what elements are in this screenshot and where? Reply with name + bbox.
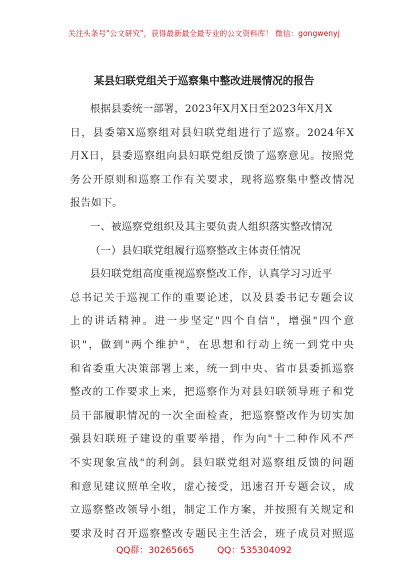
body-line: 总书记关于巡视工作的重要论述，以及县委书记专题会议 <box>70 291 354 304</box>
document-title: 某县妇联党组关于巡察集中整改进展情况的报告 <box>93 75 315 87</box>
body-line: 整改的工作要求上来，把巡察作为对县妇联领导班子和党 <box>70 386 354 399</box>
section-heading: 一、被巡察党组织及其主要负责人组织落实整改情况 <box>90 220 333 233</box>
body-line: 务公开原则和巡察工作有关要求，现将巡察集中整改情况 <box>70 173 354 186</box>
body-line: 识"，做到"两个维护"，在思想和行动上统一到党中央 <box>70 338 354 351</box>
body-line: 报告如下。 <box>70 197 123 210</box>
body-line: 根据县委统一部署，2023年X月X日至2023年X月X <box>90 103 333 115</box>
qq-number: QQ：535304092 <box>217 546 292 556</box>
body-line: 和省委重大决策部署上来，统一到中央、省市县委抓巡察 <box>70 362 354 375</box>
subsection-heading: （一）县妇联党组履行巡察整改主体责任情况 <box>90 244 301 257</box>
body-line: 不实现象宣战"的利剑。县妇联党组对巡察组反馈的问题 <box>70 456 354 469</box>
document-body <box>70 98 354 546</box>
body-line: 县妇联党组高度重视巡察整改工作，认真学习习近平 <box>90 268 333 281</box>
body-line: 强县妇联班子建设的重要举措，作为向"十二种作风不严 <box>70 433 354 446</box>
body-line: 和意见建议照单全收，虚心接受，迅速召开专题会议，成 <box>70 480 354 493</box>
qq-group: QQ群：30265665 <box>116 546 195 556</box>
footer-contact <box>0 543 408 556</box>
header-banner: 关注头条号"公文研究"，获得最新最全最专业的公文资料库！ 微信：gongwenyj <box>68 29 340 38</box>
body-line: 员干部履职情况的一次全面检查，把巡察整改作为切实加 <box>70 409 354 422</box>
body-line: 立巡察整改领导小组，制定工作方案，并按照有关规定和 <box>70 504 354 517</box>
body-line: 要求及时召开巡察整改专题民主生活会，班子成员对照巡 <box>70 527 354 540</box>
body-line: 上的讲话精神。进一步坚定"四个自信"，增强"四个意 <box>70 315 354 328</box>
body-line: 日，县委第X巡察组对县妇联党组进行了巡察。2024年X <box>70 126 354 139</box>
body-line: 月X日，县委巡察组向县妇联党组反馈了巡察意见。按照党 <box>70 150 354 163</box>
